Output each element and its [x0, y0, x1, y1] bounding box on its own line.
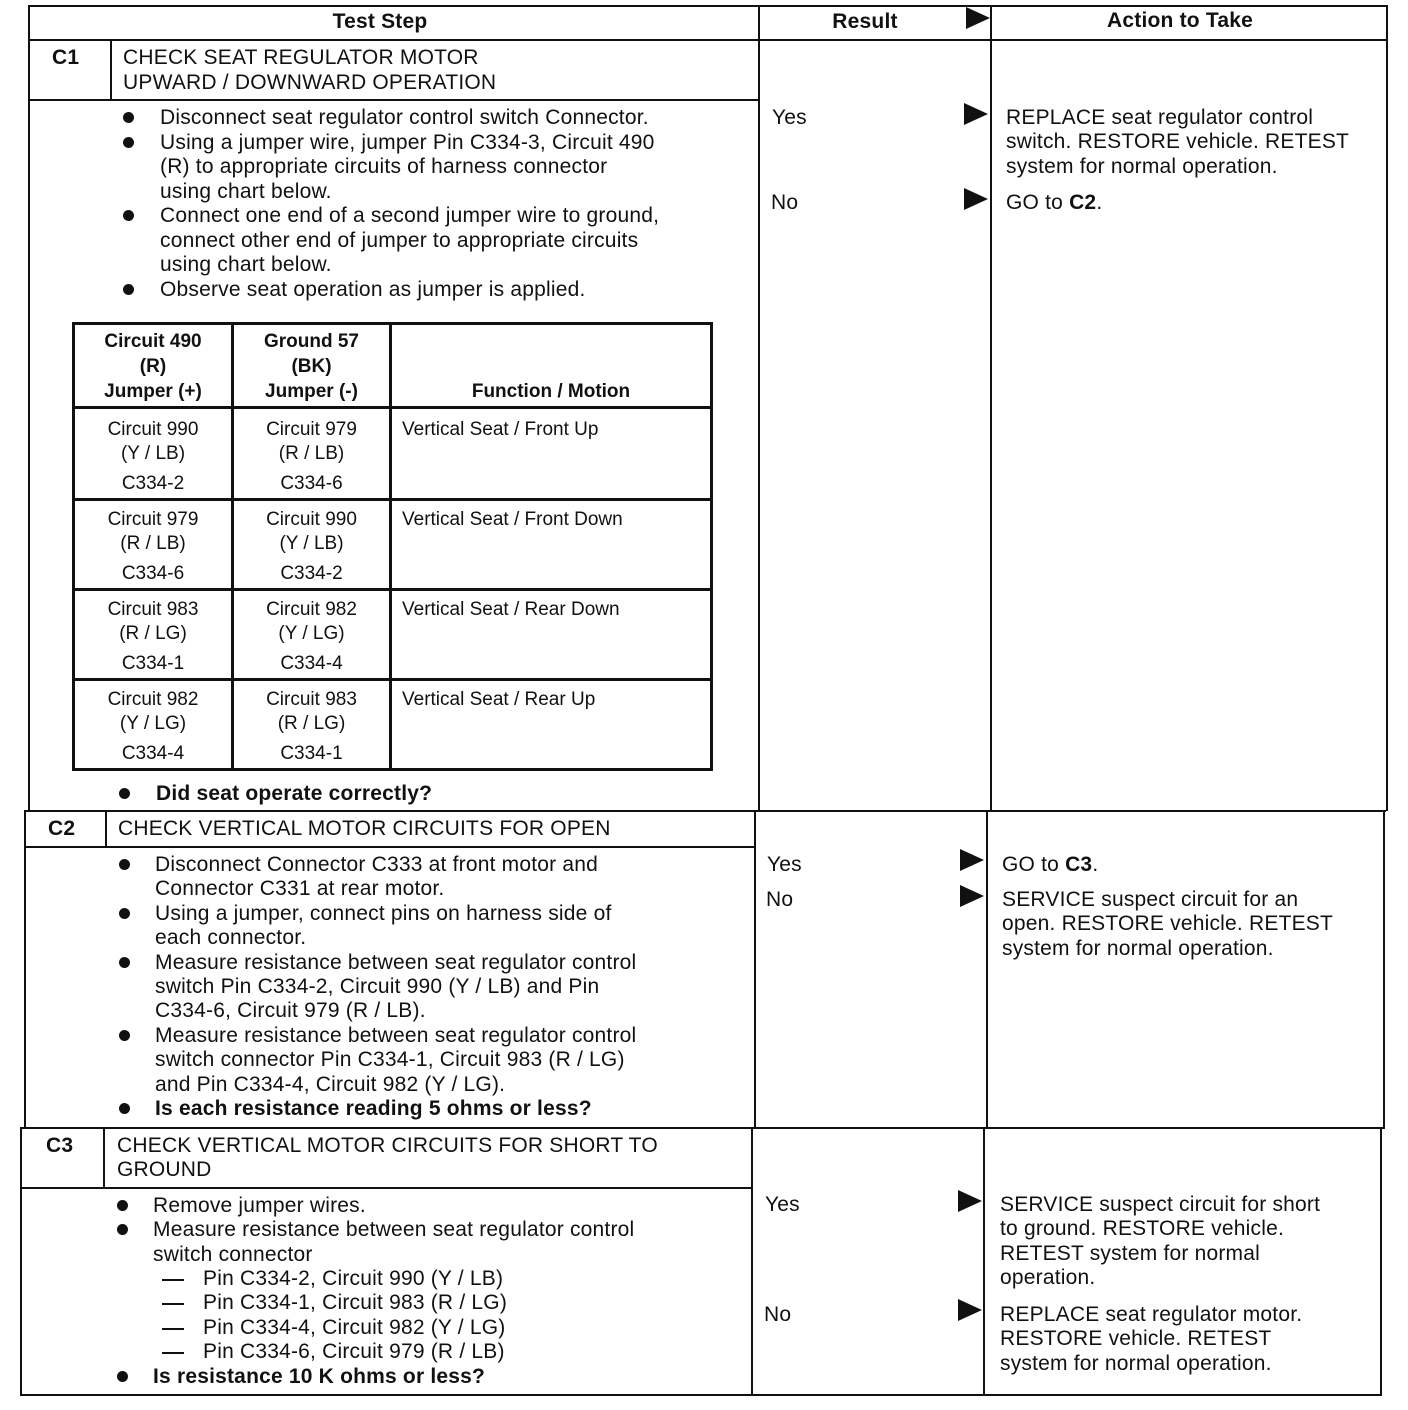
chart-cell: C334-1 [121, 653, 185, 674]
c1-question: Did seat operate correctly? [156, 782, 433, 805]
chart-cell-function: Vertical Seat / Front Up [402, 419, 599, 440]
left-border-mid [24, 811, 26, 1129]
c3-pin-item: Pin C334-4, Circuit 982 (Y / LG) [203, 1316, 506, 1339]
c3-result-yes: Yes [765, 1193, 800, 1216]
chart-row-divider [72, 678, 713, 681]
bullet-icon [119, 1103, 130, 1114]
chart-cell: Circuit 983 [266, 689, 357, 710]
c2-bullet4-line2: switch connector Pin C334-1, Circuit 983 (R / LG) [155, 1048, 625, 1071]
dash-icon [162, 1279, 184, 1281]
c3-bullet1-line1: Remove jumper wires. [153, 1194, 366, 1217]
bullet-icon [119, 908, 130, 919]
chart-cell: Circuit 979 [266, 419, 357, 440]
c1-result-no: No [771, 191, 799, 214]
c1-yes-action-line1: REPLACE seat regulator control [1006, 106, 1314, 129]
chart-cell: (Y / LB) [120, 443, 186, 464]
chart-cell-function: Vertical Seat / Rear Down [402, 599, 620, 620]
chart-cell-function: Vertical Seat / Rear Up [402, 689, 596, 710]
c2-yes-action [1002, 853, 1098, 878]
result-arrow-icon [964, 188, 988, 210]
bullet-icon [123, 112, 134, 123]
c2-bullet1-line1: Disconnect Connector C333 at front motor and [155, 853, 599, 876]
chart-cell: Circuit 982 [107, 689, 199, 710]
right-border-a [1386, 5, 1388, 811]
c2-bullet2-line2: each connector. [155, 926, 307, 949]
chart-header-minus-line2: (BK) [291, 356, 332, 377]
col-divider-2b [986, 811, 988, 1129]
chart-cell: (Y / LG) [119, 713, 187, 734]
chart-cell: Circuit 990 [266, 509, 357, 530]
right-border-b [1383, 811, 1385, 1129]
c1-bullet2-line2: (R) to appropriate circuits of harness connector [160, 155, 608, 178]
result-arrow-icon [958, 1299, 982, 1321]
header-test-step: Test Step [332, 10, 428, 33]
dash-icon [162, 1328, 184, 1330]
chart-cell: (R / LB) [120, 533, 186, 554]
action-text: GO to [1002, 853, 1066, 876]
chart-cell: Circuit 979 [107, 509, 199, 530]
step-id-c3: C3 [46, 1134, 74, 1157]
chart-header-minus-line1: Ground 57 [263, 331, 359, 352]
right-border-c [1380, 1128, 1382, 1396]
c2-no-action-line2: open. RESTORE vehicle. RETEST [1002, 912, 1334, 935]
step-title-c3-line1: CHECK VERTICAL MOTOR CIRCUITS FOR SHORT TO [117, 1134, 658, 1157]
chart-cell: Circuit 982 [266, 599, 357, 620]
c3-yes-action-line1: SERVICE suspect circuit for short [1000, 1193, 1321, 1216]
c1-id-divider [110, 39, 112, 100]
c3-id-divider [103, 1128, 105, 1189]
c1-no-action [1006, 191, 1102, 216]
bullet-icon [119, 859, 130, 870]
result-arrow-icon [960, 849, 984, 871]
c2-title-bottom [24, 846, 754, 848]
c3-pin-item: Pin C334-2, Circuit 990 (Y / LB) [203, 1267, 504, 1290]
chart-header-plus-line1: Circuit 490 [104, 331, 202, 352]
chart-cell: Circuit 990 [107, 419, 199, 440]
chart-cell: (R / LG) [119, 623, 187, 644]
header-arrow-icon [966, 7, 990, 29]
col-divider-2c [983, 1128, 985, 1396]
chart-cell: C334-2 [280, 563, 343, 584]
goto-step-link[interactable]: C2 [1069, 191, 1097, 214]
bullet-icon [123, 284, 134, 295]
c3-yes-action-line3: RETEST system for normal [1000, 1242, 1260, 1265]
step-title-c3-line2: GROUND [117, 1158, 212, 1181]
bullet-icon [123, 137, 134, 148]
c1-bullet4-line1: Observe seat operation as jumper is applied. [160, 278, 586, 301]
chart-row-divider [72, 406, 713, 409]
c3-bullet2-line2: switch connector [153, 1243, 313, 1266]
result-arrow-icon [958, 1190, 982, 1212]
chart-cell: (R / LB) [278, 443, 345, 464]
chart-cell: C334-6 [121, 563, 185, 584]
action-text: GO to [1006, 191, 1070, 214]
c1-bullet2-line1: Using a jumper wire, jumper Pin C334-3, Circuit 490 [160, 131, 655, 154]
chart-header-function: Function / Motion [471, 381, 631, 402]
c2-bullet4-line3: and Pin C334-4, Circuit 982 (Y / LG). [155, 1073, 506, 1096]
result-arrow-icon [964, 103, 988, 125]
c3-yes-action-line4: operation. [1000, 1266, 1096, 1289]
col-divider-2a [990, 5, 992, 811]
table-top-border [28, 5, 1388, 7]
bullet-icon [123, 210, 134, 221]
c2-question: Is each resistance reading 5 ohms or less? [155, 1097, 592, 1120]
chart-row-divider [72, 498, 713, 501]
c1-yes-action-line2: switch. RESTORE vehicle. RETEST [1006, 130, 1350, 153]
chart-cell: C334-1 [280, 743, 343, 764]
chart-header-plus-line3: Jumper (+) [104, 381, 202, 402]
c1-result-yes: Yes [772, 106, 807, 129]
c3-title-bottom [20, 1187, 751, 1189]
c1-bullet2-line3: using chart below. [160, 180, 332, 203]
col-divider-1c [751, 1128, 753, 1396]
c3-pin-item: Pin C334-6, Circuit 979 (R / LB) [203, 1340, 505, 1363]
action-text: . [1096, 191, 1103, 214]
c3-no-action-line3: system for normal operation. [1000, 1352, 1272, 1375]
dash-icon [162, 1352, 184, 1354]
chart-cell: Circuit 983 [107, 599, 199, 620]
c1-bullet3-line3: using chart below. [160, 253, 332, 276]
goto-step-link[interactable]: C3 [1065, 853, 1093, 876]
c1-bullet3-line2: connect other end of jumper to appropriate circuits [160, 229, 639, 252]
action-text: . [1092, 853, 1099, 876]
header-result: Result [832, 10, 898, 33]
step-title-c1-line2: UPWARD / DOWNWARD OPERATION [123, 71, 497, 94]
step-title-c1-line1: CHECK SEAT REGULATOR MOTOR [123, 46, 479, 69]
result-arrow-icon [960, 885, 984, 907]
header-bottom-border [28, 39, 1388, 41]
col-divider-1a [758, 5, 760, 811]
bullet-icon [119, 788, 130, 799]
c2-bullet1-line2: Connector C331 at rear motor. [155, 877, 445, 900]
c2-result-yes: Yes [767, 853, 802, 876]
c2-bullet3-line1: Measure resistance between seat regulator control [155, 951, 637, 974]
c3-result-no: No [764, 1303, 792, 1326]
step-title-c2: CHECK VERTICAL MOTOR CIRCUITS FOR OPEN [118, 817, 611, 840]
chart-cell: (Y / LG) [278, 623, 345, 644]
chart-cell-function: Vertical Seat / Front Down [402, 509, 623, 530]
c3-no-action-line2: RESTORE vehicle. RETEST [1000, 1327, 1272, 1350]
chart-header-plus-line2: (R) [139, 356, 167, 377]
c2-bullet3-line2: switch Pin C334-2, Circuit 990 (Y / LB) and Pin [155, 975, 600, 998]
c1-bullet3-line1: Connect one end of a second jumper wire to ground, [160, 204, 660, 227]
c1-bullet1-line1: Disconnect seat regulator control switch Connector. [160, 106, 649, 129]
chart-cell: (Y / LB) [279, 533, 344, 554]
chart-cell: C334-4 [121, 743, 185, 764]
left-border-lower [20, 1128, 22, 1396]
chart-cell: C334-6 [280, 473, 343, 494]
step-divider-c2 [24, 810, 1386, 812]
bullet-icon [117, 1200, 128, 1211]
c3-pin-item: Pin C334-1, Circuit 983 (R / LG) [203, 1291, 508, 1314]
c3-no-action-line1: REPLACE seat regulator motor. [1000, 1303, 1303, 1326]
step-id-c1: C1 [52, 46, 80, 69]
bullet-icon [117, 1371, 128, 1382]
col-divider-1b [754, 811, 756, 1129]
c2-bullet4-line1: Measure resistance between seat regulator control [155, 1024, 637, 1047]
chart-header-minus-line3: Jumper (-) [265, 381, 358, 402]
c1-yes-action-line3: system for normal operation. [1006, 155, 1278, 178]
c3-yes-action-line2: to ground. RESTORE vehicle. [1000, 1217, 1284, 1240]
bullet-icon [117, 1224, 128, 1235]
chart-cell: C334-4 [280, 653, 343, 674]
chart-cell: C334-2 [121, 473, 185, 494]
c2-no-action-line3: system for normal operation. [1002, 937, 1274, 960]
left-border-upper [28, 5, 30, 811]
chart-row-divider [72, 588, 713, 591]
step-id-c2: C2 [48, 817, 76, 840]
c3-bullet2-line1: Measure resistance between seat regulator control [153, 1218, 635, 1241]
c2-no-action-line1: SERVICE suspect circuit for an [1002, 888, 1299, 911]
header-action: Action to Take [1107, 9, 1253, 32]
dash-icon [162, 1303, 184, 1305]
c2-id-divider [105, 811, 107, 848]
c2-bullet3-line3: C334-6, Circuit 979 (R / LB). [155, 999, 426, 1022]
table-bottom-border [20, 1394, 1382, 1396]
step-divider-c3 [20, 1127, 1384, 1129]
chart-cell: (R / LG) [277, 713, 346, 734]
c3-question: Is resistance 10 K ohms or less? [153, 1365, 486, 1388]
c2-bullet2-line1: Using a jumper, connect pins on harness side of [155, 902, 612, 925]
c2-result-no: No [766, 888, 794, 911]
bullet-icon [119, 1030, 130, 1041]
bullet-icon [119, 957, 130, 968]
c1-title-bottom [28, 99, 758, 101]
